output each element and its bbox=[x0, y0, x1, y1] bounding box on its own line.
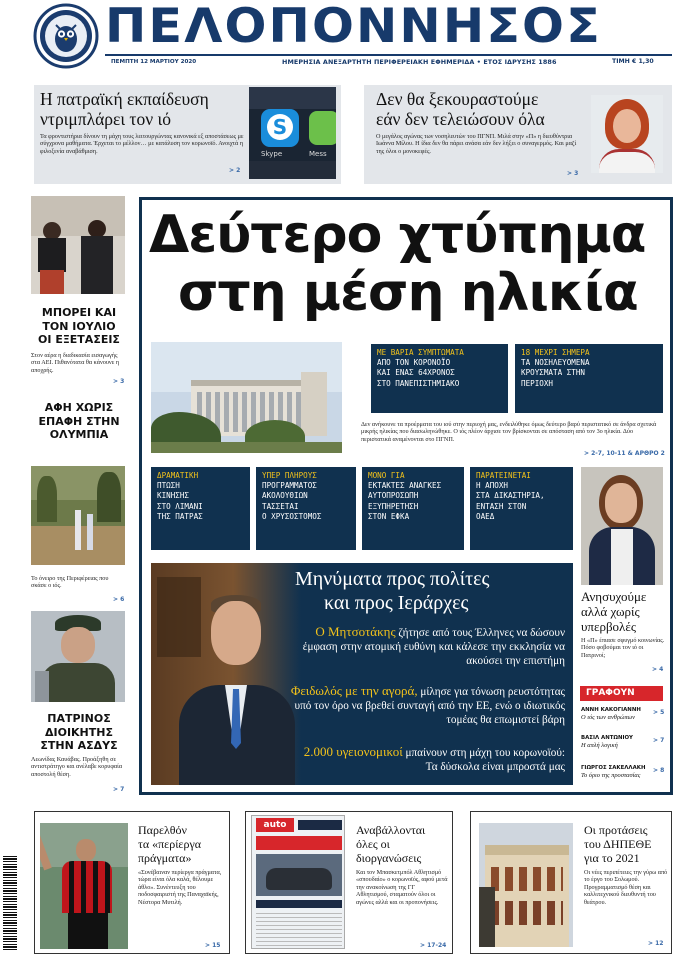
writer-2-ref[interactable]: > 7 bbox=[653, 737, 665, 744]
commander-body: Λεωνίδας Καυάβας. Προάξηθη σε αντιστράτηγο και ανέλαβε κορυφαία αποστολή θέση. bbox=[31, 756, 123, 778]
pm-paragraph-1 bbox=[290, 625, 565, 668]
exams-headline-line-1: ΜΠΟΡΕΙ ΚΑΙ bbox=[41, 306, 117, 319]
teaser-education-ref[interactable]: > 2 bbox=[229, 167, 241, 174]
writer-2-name: ΒΑΣΙΛ ΑΝΤΩΝΙΟΥ bbox=[581, 735, 633, 741]
teaser-nurses-headline-2: εάν δεν τελειώσουν όλα bbox=[376, 109, 545, 129]
pm-headline-1: Μηνύματα προς πολίτες bbox=[295, 568, 490, 590]
football-headline-line-3: πράγματα» bbox=[138, 851, 192, 865]
info-box-severe-case bbox=[371, 344, 508, 413]
writer-3-name: ΓΙΩΡΓΟΣ ΣΑΚΕΛΛΑΚΗ bbox=[581, 765, 646, 771]
football-headline-line-2: τα «περίεργα bbox=[138, 837, 202, 851]
main-headline-1: Δεύτερο χτύπημα bbox=[149, 205, 646, 265]
olympia-headline bbox=[31, 401, 127, 442]
football-body: «Συνέβαιναν περίεργα πράγματα, τώρα είναι όλα καλά, θέλουμε άθλο». Συνέντευξη του ποδοσφαιριστή της Παναχαϊκής, Νέστορα Μυτιλή. bbox=[138, 869, 222, 906]
survey-headline bbox=[581, 589, 671, 634]
small-box-port bbox=[151, 467, 250, 550]
theatre-headline-line-1: Οι προτάσεις bbox=[584, 823, 648, 837]
writer-1-title: Ο ιός των ανθρώπων bbox=[581, 714, 636, 721]
writer-3-title: Το όριο της προστασίας bbox=[581, 772, 641, 779]
main-headline-2: στη μέση ηλικία bbox=[178, 263, 638, 323]
olympia-headline-line-2: ΕΠΑΦΗ ΣΤΗΝ bbox=[38, 414, 120, 428]
theatre-ref[interactable]: > 12 bbox=[648, 940, 664, 947]
masthead-tagline: ΗΜΕΡΗΣΙΑ ΑΝΕΞΑΡΤΗΤΗ ΠΕΡΙΦΕΡΕΙΑΚΗ ΕΦΗΜΕΡΙΔΑ • ΕΤΟΣ ΙΔΡΥΣΗΣ 1886 bbox=[282, 58, 557, 66]
hospital-photo bbox=[151, 342, 342, 453]
writer-1-name: ΑΝΝΗ ΚΑΚΟΓΙΑΝΝΗ bbox=[581, 707, 641, 713]
theatre-headline bbox=[584, 823, 672, 865]
sports-headline-line-2: όλες οι bbox=[356, 837, 390, 851]
sports-supplement-masthead: auto bbox=[256, 818, 294, 832]
teaser-education-headline-2: ντριμπλάρει τον ιό bbox=[40, 109, 171, 129]
pm-headline-2: και προς Ιεράρχες bbox=[324, 592, 469, 614]
teaser-nurses-photo bbox=[591, 95, 663, 173]
info-box-severe-case-line-2: ΑΠΟ ΤΟΝ ΚΟΡΟΝΟΪΟ bbox=[377, 358, 451, 368]
sports-headline-line-3: διοργανώσεις bbox=[356, 851, 422, 865]
pm-paragraph-3-text: μπαίνουν στη μάχη του κορωνοϊού: Τα δύσκολα είναι μπροστά μας bbox=[405, 747, 565, 773]
small-box-church bbox=[256, 467, 356, 550]
small-box-courts-line-5: ΟΑΕΔ bbox=[476, 511, 495, 521]
small-box-port-line-5: ΤΗΣ ΠΑΤΡΑΣ bbox=[157, 511, 203, 521]
writer-1[interactable] bbox=[581, 707, 665, 722]
survey-headline-line-3: υπερβολές bbox=[581, 619, 636, 634]
football-headline-line-1: Παρελθόν bbox=[138, 823, 187, 837]
small-box-church-line-3: ΑΚΟΛΟΥΘΙΩΝ bbox=[262, 491, 308, 501]
football-headline bbox=[138, 823, 228, 865]
sports-supplement-cover bbox=[251, 815, 345, 949]
small-box-church-line-5: Ο ΧΡΥΣΟΣΤΟΜΟΣ bbox=[262, 511, 322, 521]
survey-headline-line-2: αλλά χωρίς bbox=[581, 604, 640, 619]
barcode-icon bbox=[3, 855, 17, 950]
commander-headline-line-3: ΣΤΗΝ ΑΣΔΥΣ bbox=[40, 739, 118, 752]
small-box-efka-line-5: ΣΤΟΝ ΕΦΚΑ bbox=[368, 511, 410, 521]
pm-paragraph-3-highlight: 2.000 υγειονομικοί bbox=[303, 744, 403, 759]
teaser-nurses-body: Ο μεγάλος αγώνας των νοσηλευτών του ΠΓΝΠ. Μιλά στην «Π» η διευθύντρια Ιωάννα Μίλου. Η ίδια δεν θα πάρει ανάσα εάν δεν λήξει ο συναγερμός. Και μαζί της όλοι ο μονοκεφές. bbox=[376, 133, 577, 155]
info-box-severe-case-line-3: ΚΑΙ ΕΝΑΣ 64ΧΡΟΝΟΣ bbox=[377, 368, 455, 378]
small-box-church-line-2: ΠΡΟΓΡΑΜΜΑΤΟΣ bbox=[262, 481, 317, 491]
masthead-title: ΠΕΛΟΠΟΝΝΗΣΟΣ bbox=[105, 0, 602, 54]
pm-paragraph-1-highlight: Ο Μητσοτάκης bbox=[315, 624, 396, 639]
pm-paragraph-2-text: μίλησε για τόνωση ρευστότητας υπό τον όρο να βρεθεί συνταγή από την ΕΕ, ενώ ο ιδιωτικός τομέας θα επωμιστεί βάρη bbox=[294, 686, 565, 726]
teaser-education-body: Τα φροντιστήρια δίνουν τη μάχη τους λειτουργώντας κανονικά εξ αποστάσεως με σύγχρονα μαθήματα. Έρχεται το μέλλον… με κατάλυση τον κορωνοϊό. Ανοιχτά η φιλοξενία αναβάθμιση. bbox=[40, 133, 244, 155]
owl-logo-icon bbox=[33, 3, 99, 69]
small-box-courts-line-2: Η ΑΠΟΧΗ bbox=[476, 481, 509, 491]
teaser-education-headline-1: Η πατραϊκή εκπαίδευση bbox=[40, 89, 209, 109]
theatre-body: Οι νέες περιπέτειες την γύρω από το έργο του Σολωμού. Προγραμματισμό θέση και καλλιτεχνικού διευθυντή του θεάτρου. bbox=[584, 869, 668, 906]
small-box-church-line-4: ΤΑΣΣΕΤΑΙ bbox=[262, 501, 299, 511]
commander-headline bbox=[31, 712, 127, 753]
survey-body: Η «Π» έπιασε σφυγμό κοινωνίας. Πόσο φοβούμαι τον ιό οι Πατρινοί; bbox=[581, 637, 665, 659]
theatre-headline-line-3: για το 2021 bbox=[584, 851, 640, 865]
pm-paragraph-2-highlight: Φειδωλός με την αγορά, bbox=[290, 683, 418, 698]
commander-photo bbox=[31, 611, 125, 702]
sports-headline bbox=[356, 823, 452, 865]
info-box-severe-case-line-1: ΜΕ ΒΑΡΙΑ ΣΥΜΠΤΩΜΑΤΑ bbox=[377, 348, 464, 357]
small-box-courts-line-1: ΠΑΡΑΤΕΙΝΕΤΑΙ bbox=[476, 471, 531, 480]
pm-paragraph-3 bbox=[290, 745, 565, 774]
sports-body: Και τον Μπασκετμπόλ Αθλητισμό «σπουδαίο» ο κορωνοϊός, αφού μετά την ανακοίνωση της ΓΓ Αθλητισμού, σταματούν όλοι οι αγώνες αλλά και οι προπονήσεις. bbox=[356, 869, 448, 906]
writers-section-label: ΓΡΑΦΟΥΝ bbox=[580, 686, 663, 701]
football-photo bbox=[40, 823, 128, 949]
info-box-hospitalized-line-2: ΤΑ ΝΟΣΗΛΕΥΟΜΕΝΑ bbox=[521, 358, 590, 368]
small-box-courts-line-4: ΕΝΤΑΣΗ ΣΤΟΝ bbox=[476, 501, 527, 511]
exams-headline-line-3: ΟΙ ΕΞΕΤΑΣΕΙΣ bbox=[38, 333, 120, 346]
info-box-hospitalized-line-1: 18 ΜΕΧΡΙ ΣΗΜΕΡΑ bbox=[521, 348, 590, 357]
main-story-ref[interactable]: > 2-7, 10-11 & ΑΡΘΡΟ 2 bbox=[584, 450, 665, 457]
writer-2[interactable] bbox=[581, 735, 665, 750]
small-box-efka-line-2: ΕΚΤΑΚΤΕΣ ΑΝΑΓΚΕΣ bbox=[368, 481, 442, 491]
small-box-port-line-1: ΔΡΑΜΑΤΙΚΗ bbox=[157, 471, 199, 480]
small-box-efka-line-1: ΜΟΝΟ ΓΙΑ bbox=[368, 471, 405, 480]
masthead-rule bbox=[105, 54, 672, 56]
small-box-port-line-2: ΠΤΩΣΗ bbox=[157, 481, 180, 491]
commander-headline-line-1: ΠΑΤΡΙΝΟΣ bbox=[47, 712, 111, 725]
teaser-education-photo: S Skype Mess bbox=[249, 87, 336, 179]
small-box-port-line-3: ΚΙΝΗΣΗΣ bbox=[157, 491, 190, 501]
olympia-headline-line-3: ΟΛΥΜΠΙΑ bbox=[49, 428, 109, 441]
olympia-photo bbox=[31, 466, 125, 565]
sports-headline-line-1: Αναβάλλονται bbox=[356, 823, 426, 837]
small-box-courts-line-3: ΣΤΑ ΔΙΚΑΣΤΗΡΙΑ, bbox=[476, 491, 545, 501]
small-box-port-line-4: ΣΤΟ ΛΙΜΑΝΙ bbox=[157, 501, 203, 511]
pm-photo bbox=[195, 589, 279, 785]
small-box-courts bbox=[470, 467, 573, 550]
football-ref[interactable]: > 15 bbox=[205, 942, 221, 949]
info-box-hospitalized-line-3: ΚΡΟΥΣΜΑΤΑ ΣΤΗΝ bbox=[521, 368, 586, 378]
survey-photo bbox=[581, 467, 663, 585]
exams-headline-line-2: ΤΟΝ ΙΟΥΛΙΟ bbox=[42, 319, 116, 333]
commander-ref[interactable]: > 7 bbox=[113, 786, 125, 793]
writer-1-ref[interactable]: > 5 bbox=[653, 709, 665, 716]
small-box-efka-line-4: ΕΞΥΠΗΡΕΤΗΣΗ bbox=[368, 501, 419, 511]
small-box-efka bbox=[362, 467, 464, 550]
pm-paragraph-1-text: ζήτησε από τους Έλληνες να δώσουν έμφαση στην ατομική ευθύνη και κάλεσε την εκκλησία να ακούσει την επιστήμη bbox=[302, 627, 565, 667]
masthead-price: ΤΙΜΗ € 1,30 bbox=[612, 58, 654, 65]
exams-body: Στον αέρα η διαδικασία εισαγωγής στα ΑΕΙ. Πιθανότατα θα κάνουνε η αποχρής. bbox=[31, 352, 120, 374]
sports-ref[interactable]: > 17-24 bbox=[420, 942, 447, 949]
teaser-nurses-ref[interactable]: > 3 bbox=[567, 170, 579, 177]
theatre-headline-line-2: του ΔΗΠΕΘΕ bbox=[584, 837, 652, 851]
exams-ref[interactable]: > 3 bbox=[113, 378, 125, 385]
info-box-severe-case-line-4: ΣΤΟ ΠΑΝΕΠΙΣΤΗΜΙΑΚΟ bbox=[377, 378, 460, 388]
info-box-hospitalized bbox=[515, 344, 663, 413]
olympia-ref[interactable]: > 6 bbox=[113, 596, 125, 603]
small-box-efka-line-3: ΑΥΤΟΠΡΟΣΩΠΗ bbox=[368, 491, 419, 501]
main-story-body: Δεν ανήκουνε τα προέρματα του ιού στην περιοχή μας, ενδειλύθηκε όμως δεύτερο βαρύ περιστατικό σε άνδρα σχετικά μικρής ηλικίας που διασωληνώθηκε. Ο ιός πλέον άρχισε τον βρίσκονται σε απόσταση από τον 3ο ηλικία. Δύο περιστατικά αναμένονται στο ΠΓΝΠ. bbox=[361, 421, 657, 443]
olympia-body: Το όνειρο της Περιφέρειας που σκάσε ο ιός. bbox=[31, 575, 109, 590]
masthead-date: ΠΕΜΠΤΗ 12 ΜΑΡΤΙΟΥ 2020 bbox=[111, 59, 197, 65]
teaser-nurses-headline-1: Δεν θα ξεκουραστούμε bbox=[376, 89, 539, 109]
writer-3[interactable] bbox=[581, 765, 665, 780]
survey-ref[interactable]: > 4 bbox=[652, 666, 664, 673]
exams-headline bbox=[31, 306, 127, 347]
info-box-hospitalized-line-4: ΠΕΡΙΟΧΗ bbox=[521, 378, 554, 388]
pm-paragraph-2 bbox=[290, 684, 565, 727]
theatre-photo bbox=[479, 823, 573, 947]
exams-photo bbox=[31, 196, 125, 294]
survey-headline-line-1: Ανησυχούμε bbox=[581, 589, 647, 604]
writer-2-title: Η απλή λογική bbox=[581, 742, 618, 749]
olympia-headline-line-1: ΑΦΗ ΧΩΡΙΣ bbox=[44, 401, 114, 414]
small-box-church-line-1: ΥΠΕΡ ΠΛΗΡΟΥΣ bbox=[262, 471, 317, 480]
masthead-logo bbox=[33, 3, 99, 69]
commander-headline-line-2: ΔΙΟΙΚΗΤΗΣ bbox=[44, 725, 113, 739]
writer-3-ref[interactable]: > 8 bbox=[653, 767, 665, 774]
